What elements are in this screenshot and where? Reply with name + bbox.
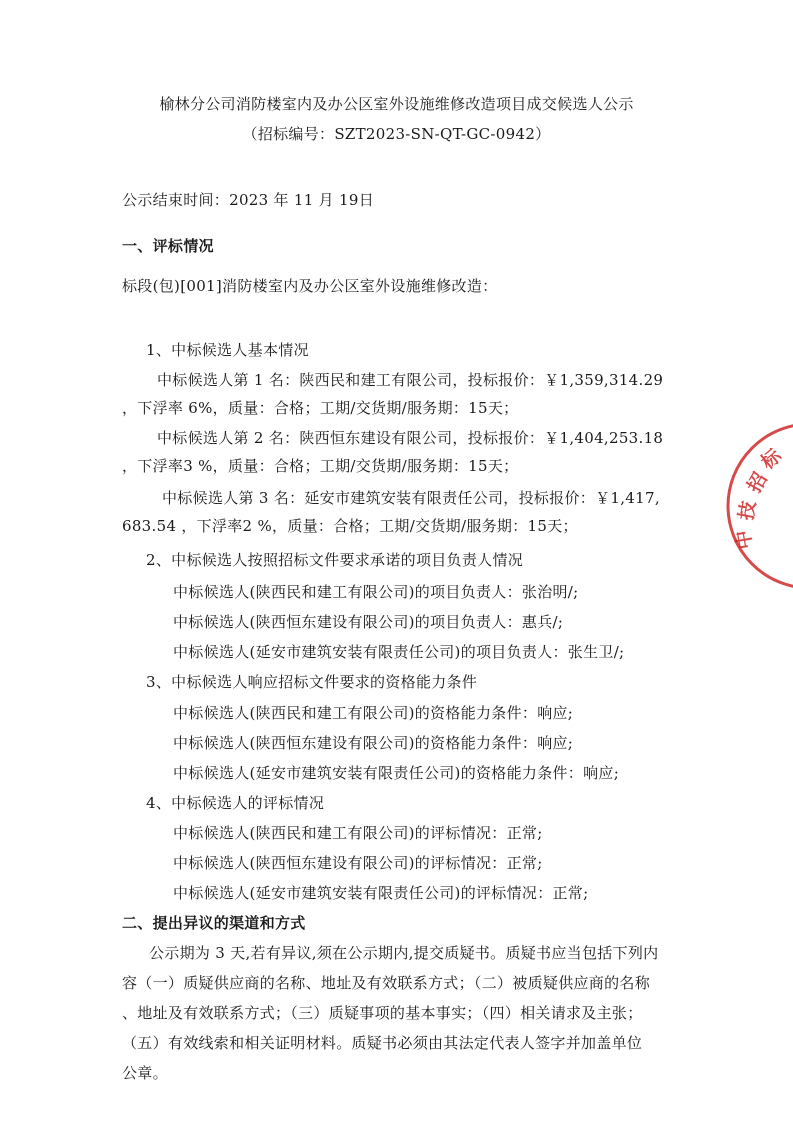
bid-number: （招标编号：SZT2023-SN-QT-GC-0942） (242, 125, 551, 143)
list-item: 中标候选人(陕西恒东建设有限公司)的资格能力条件：响应; (173, 734, 574, 752)
document-title: 榆林分公司消防楼室内及办公区室外设施维修改造项目成交候选人公示 (159, 95, 634, 113)
objection-paragraph-line: 公示期为 3 天,若有异议,须在公示期内,提交质疑书。质疑书应当包括下列内 (149, 944, 659, 962)
candidate-1-line2: ，下浮率 6%，质量：合格；工期/交货期/服务期：15天； (122, 399, 519, 417)
list-item: 中标候选人(陕西民和建工有限公司)的资格能力条件：响应; (173, 704, 574, 722)
sub1-heading: 1、中标候选人基本情况 (146, 341, 309, 359)
candidate-1-line1: 中标候选人第 1 名：陕西民和建工有限公司，投标报价：￥1,359,314.29 (157, 371, 664, 389)
list-item: 中标候选人(陕西恒东建设有限公司)的项目负责人：惠兵/; (173, 613, 564, 631)
objection-paragraph-line: 公章。 (122, 1064, 168, 1082)
list-item: 中标候选人(延安市建筑安装有限责任公司)的项目负责人：张生卫/; (173, 643, 625, 661)
list-item: 中标候选人(延安市建筑安装有限责任公司)的评标情况：正常; (173, 884, 589, 902)
objection-paragraph-line: （五）有效线索和相关证明材料。质疑书必须由其法定代表人签字并加盖单位 (122, 1034, 643, 1052)
candidate-3-line2: 683.54 ，下浮率2 %，质量：合格；工期/交货期/服务期：15天； (122, 517, 578, 535)
list-item: 中标候选人(陕西民和建工有限公司)的评标情况：正常; (173, 824, 543, 842)
svg-text:技: 技 (735, 499, 761, 522)
list-item: 中标候选人(陕西民和建工有限公司)的项目负责人：张治明/; (173, 583, 579, 601)
list-item: 中标候选人(陕西恒东建设有限公司)的评标情况：正常; (173, 854, 543, 872)
sub3-heading: 3、中标候选人响应招标文件要求的资格能力条件 (146, 673, 478, 691)
publicity-end-time: 公示结束时间：2023 年 11 月 19日 (122, 191, 375, 209)
sub2-heading: 2、中标候选人按照招标文件要求承诺的项目负责人情况 (146, 551, 524, 569)
section2-heading: 二、提出异议的渠道和方式 (122, 914, 306, 932)
objection-paragraph-line: 、地址及有效联系方式；（三）质疑事项的基本事实；（四）相关请求及主张； (122, 1004, 643, 1022)
lot-description: 标段(包)[001]消防楼室内及办公区室外设施维修改造： (122, 277, 498, 295)
list-item: 中标候选人(延安市建筑安装有限责任公司)的资格能力条件：响应; (173, 764, 620, 782)
svg-text:招: 招 (743, 469, 772, 497)
objection-paragraph-line: 容（一）质疑供应商的名称、地址及有效联系方式；（二）被质疑供应商的名称 (122, 974, 651, 992)
section1-heading: 一、评标情况 (122, 237, 214, 255)
svg-text:中: 中 (731, 528, 757, 551)
candidate-2-line2: ，下浮率3 %，质量：合格；工期/交货期/服务期：15天； (122, 457, 519, 475)
svg-text:标: 标 (757, 444, 786, 474)
official-seal (718, 418, 793, 593)
sub4-heading: 4、中标候选人的评标情况 (146, 794, 325, 812)
candidate-3-line1: 中标候选人第 3 名：延安市建筑安装有限责任公司，投标报价：￥1,417, (162, 489, 660, 507)
candidate-2-line1: 中标候选人第 2 名：陕西恒东建设有限公司，投标报价：￥1,404,253.18 (157, 429, 664, 447)
